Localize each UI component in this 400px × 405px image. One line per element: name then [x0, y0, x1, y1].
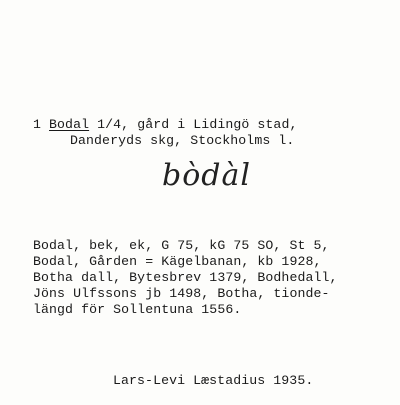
body-line: Bodal, Gården = Kägelbanan, kb 1928,: [33, 254, 322, 269]
entry-headword: Bodal: [49, 117, 90, 132]
entry-location: 1/4, gård i Lidingö stad,: [89, 117, 298, 132]
body-line: Jöns Ulfssons jb 1498, Botha, tionde-: [33, 286, 330, 301]
body-line: längd för Sollentuna 1556.: [33, 302, 242, 317]
handwritten-pronunciation: [162, 158, 251, 208]
entry-number: 1: [33, 117, 42, 132]
entry-header-line: [33, 117, 297, 132]
entry-parish-line: Danderyds skg, Stockholms l.: [70, 133, 295, 148]
body-line: Botha dall, Bytesbrev 1379, Bodhedall,: [33, 270, 338, 285]
signature-line: Lars-Levi Læstadius 1935.: [113, 373, 314, 388]
pronunciation-text: bòdàl: [162, 158, 251, 193]
body-line: Bodal, bek, ek, G 75, kG 75 SO, St 5,: [33, 238, 330, 253]
